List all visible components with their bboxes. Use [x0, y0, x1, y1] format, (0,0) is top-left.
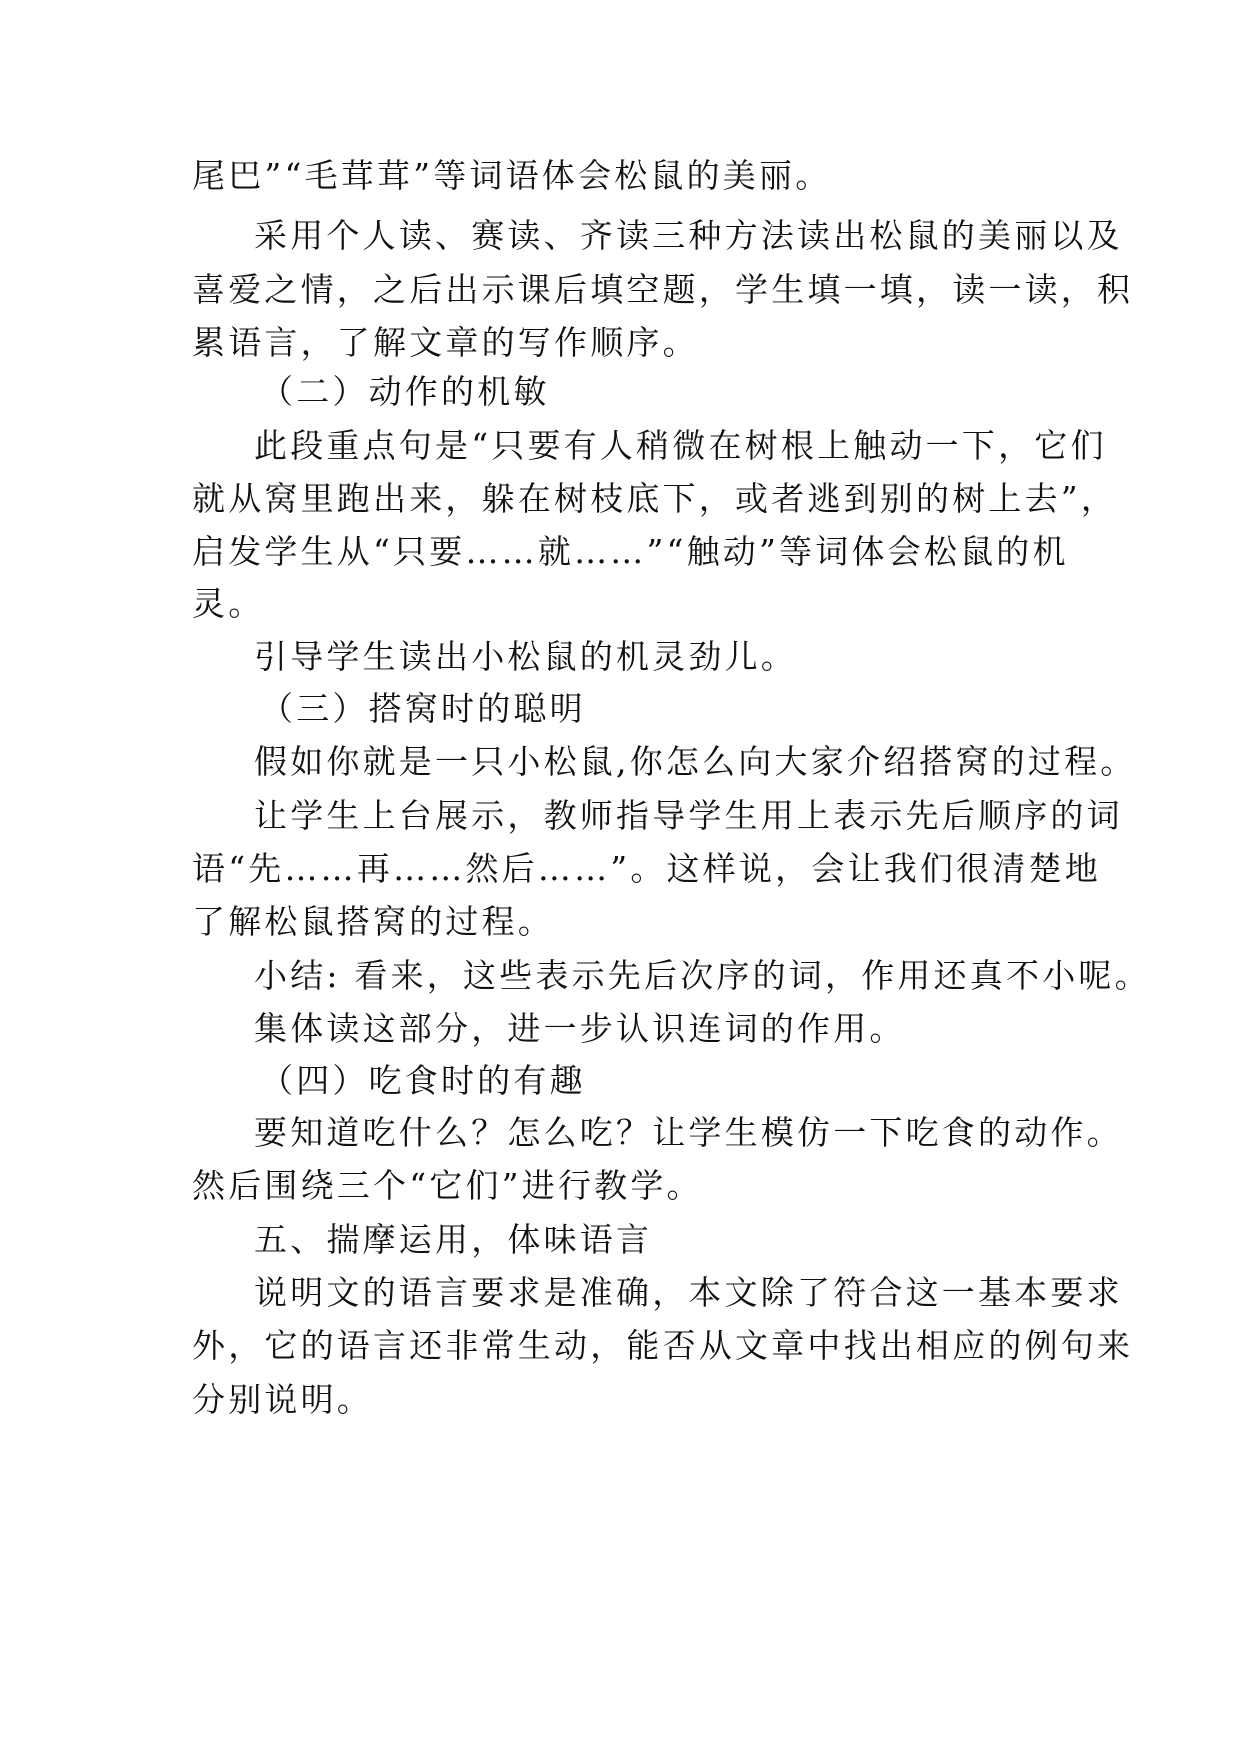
text-line: 就从窝里跑出来，躲在树枝底下，或者逃到别的树上去”，: [192, 479, 1118, 518]
text-line: 集体读这部分，进一步认识连词的作用。: [254, 1009, 906, 1048]
text-line: 灵。: [192, 584, 265, 623]
text-line: 分别说明。: [192, 1380, 373, 1419]
text-line: 喜爱之情，之后出示课后填空题，学生填一填，读一读，积: [192, 270, 1134, 309]
text-line: 此段重点句是“只要有人稍微在树根上触动一下，它们: [254, 426, 1107, 465]
text-line: 启发学生从“只要……就……”“触动”等词体会松鼠的机: [192, 532, 1069, 571]
section-heading: 五、揣摩运用，体味语言: [254, 1220, 653, 1259]
text-line: 然后围绕三个“它们”进行教学。: [192, 1166, 703, 1205]
text-line: 假如你就是一只小松鼠,你怎么向大家介绍搭窝的过程。: [254, 742, 1137, 781]
text-line: 了解松鼠搭窝的过程。: [192, 902, 554, 941]
text-line: 语“先……再……然后……”。这样说，会让我们很清楚地: [192, 849, 1101, 888]
section-heading: （三）搭窝时的聪明: [260, 689, 586, 728]
section-heading: （二）动作的机敏: [260, 372, 550, 411]
text-line: 让学生上台展示，教师指导学生用上表示先后顺序的词: [254, 796, 1123, 835]
text-line: 外，它的语言还非常生动，能否从文章中找出相应的例句来: [192, 1326, 1134, 1365]
text-line: 采用个人读、赛读、齐读三种方法读出松鼠的美丽以及: [254, 216, 1123, 255]
text-line: 要知道吃什么？怎么吃？让学生模仿一下吃食的动作。: [254, 1113, 1123, 1152]
text-line: 说明文的语言要求是准确，本文除了符合这一基本要求: [254, 1273, 1123, 1312]
text-line: 累语言，了解文章的写作顺序。: [192, 323, 699, 362]
text-line: 引导学生读出小松鼠的机灵劲儿。: [254, 637, 797, 676]
text-line: 尾巴”“毛茸茸”等词语体会松鼠的美丽。: [192, 156, 832, 195]
text-line: 小结: 看来，这些表示先后次序的词，作用还真不小呢。: [254, 956, 1151, 995]
section-heading: （四）吃食时的有趣: [260, 1061, 586, 1100]
